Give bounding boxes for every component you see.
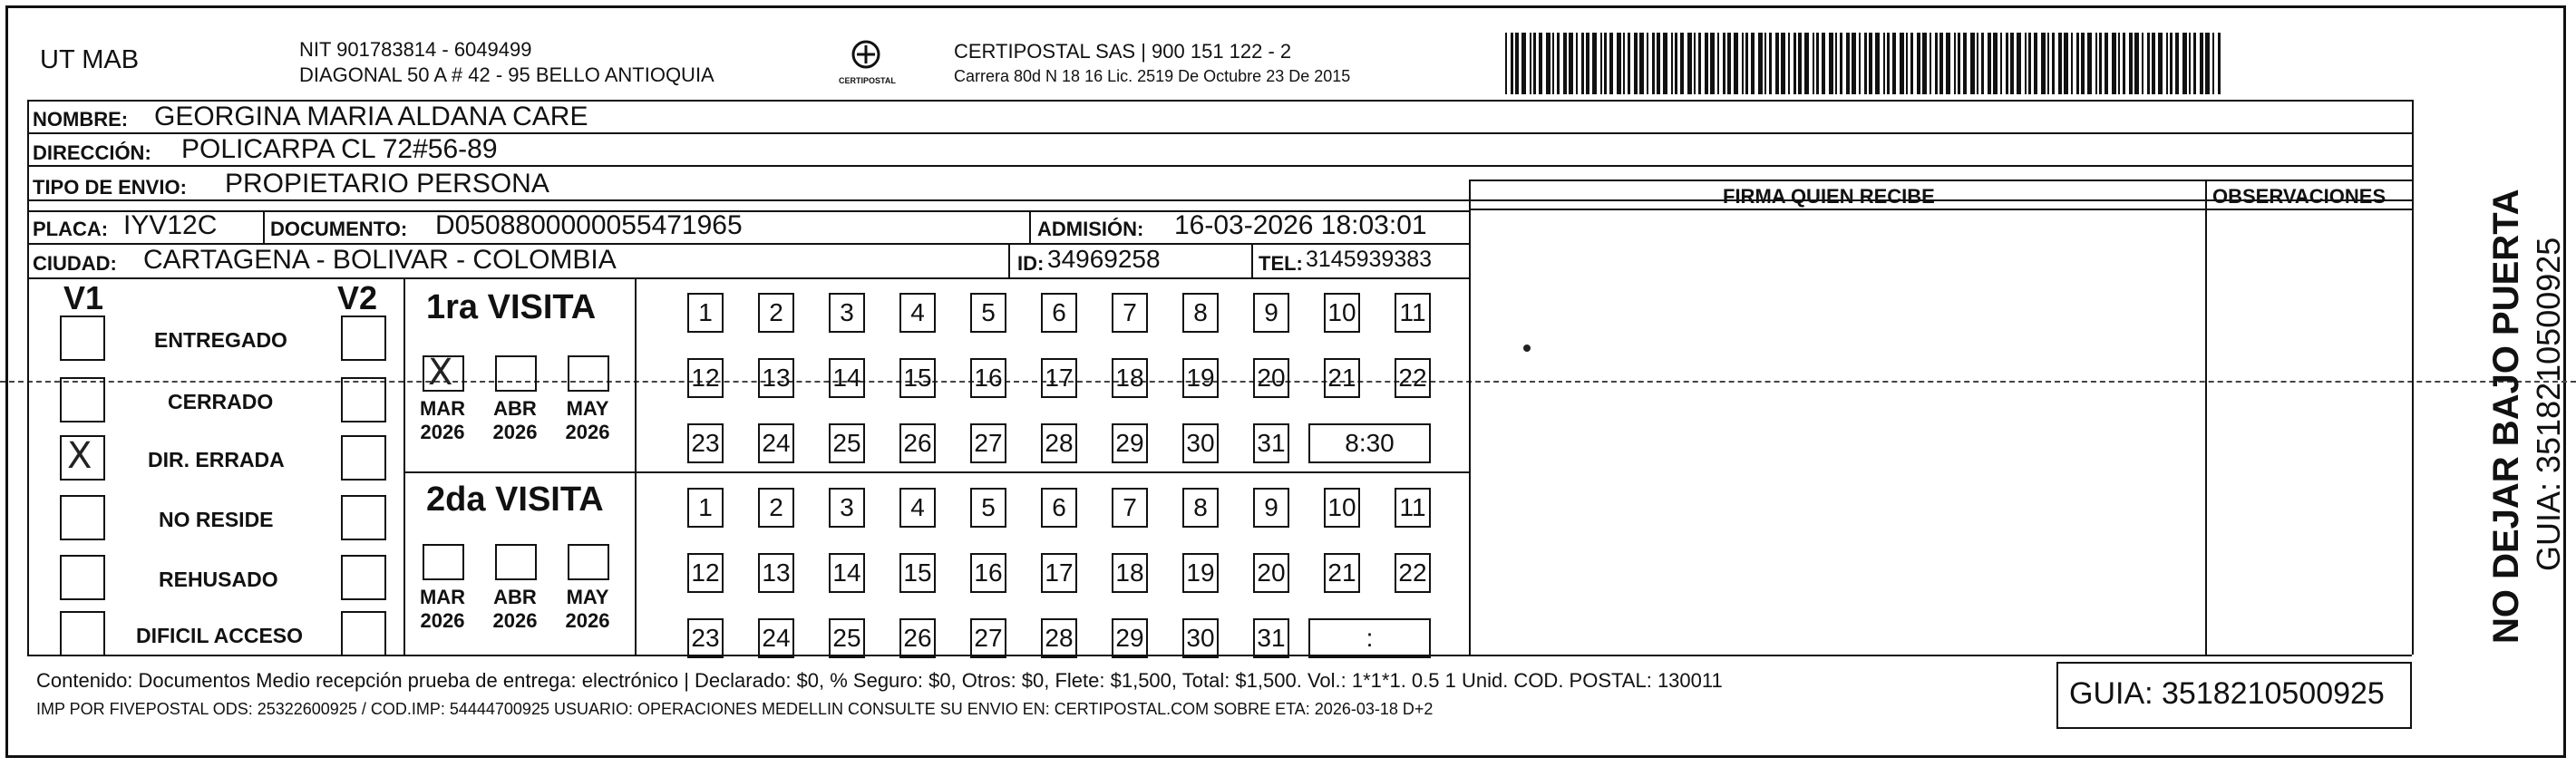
tel-label: TEL: [1259, 252, 1303, 275]
barcode-bar [2218, 33, 2221, 94]
barcode-bar [1906, 33, 1908, 94]
day-cell: 17 [1041, 553, 1077, 593]
barcode-bar [1988, 33, 1991, 94]
barcode-bar [1840, 33, 1842, 94]
barcode-bar [1628, 33, 1630, 94]
day-cell: 18 [1112, 358, 1148, 398]
observaciones-header: OBSERVACIONES [2212, 185, 2386, 208]
tipo-envio-label: TIPO DE ENVIO: [33, 176, 187, 199]
footer-contenido: Contenido: Documentos Medio recepción prueba de entrega: electrónico | Declarado: $0, % Seguro: $0, Otros: $0, Flete: $1,500, Total: $1,500. Vol.: 1*1*1. 0.5 1 Unid. COD. POSTAL: 130011 [36, 669, 1723, 692]
barcode-bar [1758, 33, 1763, 94]
checkbox-mark: X [67, 435, 92, 477]
barcode-bar [1742, 33, 1744, 94]
barcode-bar [2099, 33, 2102, 94]
barcode-bar [2123, 33, 2125, 94]
barcode-bar [2112, 33, 2116, 94]
barcode-bar [1798, 33, 1802, 94]
day-cell: 30 [1182, 423, 1219, 463]
barcode-bar [2147, 33, 2150, 94]
row-line [27, 277, 1469, 279]
column-top-line [1469, 180, 2412, 181]
day-cell: 3 [829, 488, 865, 528]
day-cell: 19 [1182, 358, 1219, 398]
barcode-bar [1600, 33, 1602, 94]
cell-line [1251, 243, 1253, 277]
barcode-bar [1623, 33, 1625, 94]
cell-line [263, 210, 265, 243]
day-cell: 5 [970, 488, 1006, 528]
barcode-bar [2182, 33, 2187, 94]
barcode-bar [2166, 33, 2168, 94]
month-label: MAR [419, 586, 466, 608]
barcode-bar [1745, 33, 1748, 94]
barcode-bar [1727, 33, 1731, 94]
barcode-bar [1751, 33, 1755, 94]
barcode-bar [1586, 33, 1589, 94]
day-cell: 8 [1182, 488, 1219, 528]
barcode-bar [1604, 33, 1607, 94]
company-nit: NIT 901783814 - 6049499 [299, 38, 532, 61]
barcode-bar [1581, 33, 1584, 94]
barcode-bar [1617, 33, 1621, 94]
barcode-bar [2000, 33, 2002, 94]
day-cell: 13 [758, 358, 794, 398]
documento-value: D0508800000055471965 [435, 210, 743, 240]
v1-checkbox [60, 495, 105, 540]
day-cell: 26 [899, 618, 936, 658]
ink-dot [1523, 345, 1531, 352]
barcode-bar [1813, 33, 1814, 94]
barcode-bar [1875, 33, 1880, 94]
no-dejar-bajo-puerta: NO DEJAR BAJO PUERTA [2486, 189, 2526, 644]
barcode-bar [1557, 33, 1560, 94]
barcode-bar [1946, 33, 1950, 94]
barcode-bar [1981, 33, 1984, 94]
barcode-bar [1511, 33, 1513, 94]
status-label: NO RESIDE [159, 508, 274, 531]
row-line [27, 165, 2412, 167]
barcode-bar [1505, 33, 1507, 94]
barcode-bar [1816, 33, 1819, 94]
barcode-bar [1639, 33, 1644, 94]
certipostal-logo [839, 36, 896, 91]
barcode-bar [1675, 33, 1677, 94]
day-cell: 31 [1253, 423, 1289, 463]
day-cell: 13 [758, 553, 794, 593]
barcode-bar [2158, 33, 2163, 94]
barcode-bar [1694, 33, 1696, 94]
courier-name: CERTIPOSTAL SAS | 900 151 122 - 2 [954, 40, 1292, 63]
ciudad-label: CIUDAD: [33, 252, 117, 275]
barcode-bar [1647, 33, 1648, 94]
barcode-bar [2152, 33, 2155, 94]
month-checkbox [423, 544, 464, 580]
day-cell: 15 [899, 358, 936, 398]
barcode-bar [2087, 33, 2092, 94]
visit-mid-line [635, 277, 637, 655]
barcode-bar [1734, 33, 1738, 94]
barcode-bar [1930, 33, 1931, 94]
year-label: 2026 [420, 609, 465, 632]
visit1-title: 1ra VISITA [426, 288, 597, 326]
barcode-bar [1939, 33, 1943, 94]
day-cell: 31 [1253, 618, 1289, 658]
v1-checkbox [60, 555, 105, 600]
day-cell: 29 [1112, 618, 1148, 658]
status-label: DIR. ERRADA [148, 448, 285, 471]
barcode-bar [2025, 33, 2027, 94]
barcode-bar [1859, 33, 1861, 94]
day-cell: 25 [829, 618, 865, 658]
v1-checkbox [60, 377, 105, 422]
barcode-bar [1958, 33, 1960, 94]
cell-line [1029, 210, 1031, 243]
barcode-bar [2076, 33, 2079, 94]
column-line [1469, 180, 1471, 655]
barcode-bar [1892, 33, 1896, 94]
barcode-bar [1781, 33, 1785, 94]
footer-line [27, 655, 2412, 656]
day-cell: 2 [758, 293, 794, 333]
v2-checkbox [341, 555, 386, 600]
barcode-bar [2142, 33, 2143, 94]
barcode-bar [1663, 33, 1667, 94]
barcode-bar [2006, 33, 2008, 94]
barcode-bar [1521, 33, 1526, 94]
barcode-bar [1910, 33, 1913, 94]
barcode-bar [1846, 33, 1850, 94]
barcode-bar [1687, 33, 1692, 94]
tipo-envio-value: PROPIETARIO PERSONA [225, 169, 549, 199]
day-cell: 27 [970, 423, 1006, 463]
barcode-bar [1793, 33, 1796, 94]
day-cell: 1 [687, 293, 724, 333]
barcode-bar [1852, 33, 1856, 94]
column-header-line [1469, 209, 2412, 210]
barcode-bar [1869, 33, 1872, 94]
v2-checkbox [341, 316, 386, 361]
barcode-bar [2129, 33, 2133, 94]
ciudad-value: CARTAGENA - BOLIVAR - COLOMBIA [143, 245, 617, 275]
v2-label: V2 [337, 279, 378, 316]
time-cell: : [1308, 618, 1431, 658]
barcode-bar [1977, 33, 1978, 94]
barcode-bar [1769, 33, 1772, 94]
day-cell: 15 [899, 553, 936, 593]
day-cell: 8 [1182, 293, 1219, 333]
v1-checkbox [60, 316, 105, 361]
day-cell: 22 [1395, 358, 1431, 398]
barcode-bar [1563, 33, 1567, 94]
day-cell: 12 [687, 553, 724, 593]
month-mark: X [428, 352, 453, 393]
barcode-bar [1822, 33, 1825, 94]
barcode-bar [1764, 33, 1766, 94]
day-cell: 12 [687, 358, 724, 398]
barcode-bar [1546, 33, 1550, 94]
barcode-bar [1515, 33, 1519, 94]
v2-checkbox [341, 495, 386, 540]
barcode-bar [2034, 33, 2037, 94]
barcode-bar [2028, 33, 2031, 94]
barcode-bar [2134, 33, 2139, 94]
month-checkbox [495, 544, 537, 580]
barcode-bar [1533, 33, 1536, 94]
month-checkbox [495, 355, 537, 392]
barcode-bar [1657, 33, 1660, 94]
year-label: 2026 [565, 609, 610, 632]
day-cell: 9 [1253, 293, 1289, 333]
day-cell: 14 [829, 553, 865, 593]
month-label: ABR [493, 586, 537, 608]
day-cell: 19 [1182, 553, 1219, 593]
day-cell: 29 [1112, 423, 1148, 463]
day-cell: 30 [1182, 618, 1219, 658]
barcode-bar [1710, 33, 1715, 94]
barcode-bar [2064, 33, 2068, 94]
v2-checkbox [341, 611, 386, 656]
day-cell: 24 [758, 618, 794, 658]
day-cell: 22 [1395, 553, 1431, 593]
v2-checkbox [341, 377, 386, 422]
barcode-bar [2081, 33, 2085, 94]
form-left-edge [27, 100, 29, 655]
month-label: ABR [493, 397, 537, 420]
v2-checkbox [341, 435, 386, 481]
day-cell: 9 [1253, 488, 1289, 528]
day-cell: 23 [687, 423, 724, 463]
barcode-bar [2041, 33, 2046, 94]
month-label: MAY [566, 397, 609, 420]
visit-left-line [403, 277, 405, 655]
day-cell: 2 [758, 488, 794, 528]
barcode-bar [1569, 33, 1573, 94]
status-label: DIFICIL ACCESO [136, 624, 304, 647]
company-name: UT MAB [40, 45, 140, 74]
day-cell: 28 [1041, 618, 1077, 658]
status-label: ENTREGADO [154, 328, 287, 352]
placa-label: PLACA: [33, 218, 109, 240]
month-checkbox [423, 352, 464, 393]
barcode-bar [1609, 33, 1613, 94]
day-cell: 25 [829, 423, 865, 463]
v1-checkbox [60, 435, 105, 481]
barcode-bar [1634, 33, 1638, 94]
day-cell: 4 [899, 488, 936, 528]
id-value: 34969258 [1047, 245, 1161, 273]
tel-value: 3145939383 [1306, 247, 1433, 272]
status-label: REHUSADO [159, 568, 278, 591]
barcode-bar [1935, 33, 1938, 94]
barcode-bar [1723, 33, 1725, 94]
guia-value: GUIA: 3518210500925 [2069, 676, 2385, 711]
barcode-bar [2175, 33, 2179, 94]
barcode-bar [1539, 33, 1542, 94]
barcode-bar [2047, 33, 2049, 94]
barcode-bar [2105, 33, 2108, 94]
nombre-label: NOMBRE: [33, 108, 129, 131]
barcode-bar [1917, 33, 1920, 94]
barcode-bar [2212, 33, 2214, 94]
v1-label: V1 [63, 279, 104, 316]
side-guia: GUIA: 3518210500925 [2530, 237, 2567, 571]
day-cell: 27 [970, 618, 1006, 658]
barcode-bar [2052, 33, 2055, 94]
day-cell: 4 [899, 293, 936, 333]
barcode-bar [1671, 33, 1673, 94]
day-cell: 5 [970, 293, 1006, 333]
day-cell: 23 [687, 618, 724, 658]
barcode-bar [2071, 33, 2073, 94]
barcode-bar [1887, 33, 1890, 94]
barcode-bar [2118, 33, 2120, 94]
day-cell: 24 [758, 423, 794, 463]
barcode-bar [1993, 33, 1998, 94]
barcode-bar [1705, 33, 1708, 94]
direccion-label: DIRECCIÓN: [33, 141, 151, 164]
year-label: 2026 [492, 421, 538, 443]
month-label: MAY [566, 586, 609, 608]
year-label: 2026 [565, 421, 610, 443]
day-cell: 6 [1041, 293, 1077, 333]
barcode-bar [2189, 33, 2191, 94]
direccion-value: POLICARPA CL 72#56-89 [181, 134, 498, 164]
barcode-bar [1864, 33, 1867, 94]
v1-checkbox [60, 611, 105, 656]
day-cell: 26 [899, 423, 936, 463]
barcode-bar [2058, 33, 2062, 94]
day-cell: 20 [1253, 553, 1289, 593]
courier-license: Carrera 80d N 18 16 Lic. 2519 De Octubre 23 De 2015 [954, 67, 1351, 85]
admision-value: 16-03-2026 18:03:01 [1174, 210, 1427, 240]
status-label: CERRADO [168, 390, 274, 413]
visit2-title: 2da VISITA [426, 481, 604, 519]
row-line [27, 199, 2412, 201]
barcode-bar [1775, 33, 1779, 94]
barcode-bar [1804, 33, 1809, 94]
barcode-bar [1717, 33, 1719, 94]
barcode-bar [1970, 33, 1975, 94]
logo-text: CERTIPOSTAL [839, 76, 896, 85]
barcode-bar [1829, 33, 1833, 94]
footer-imp: IMP POR FIVEPOSTAL ODS: 25322600925 / COD.IMP: 54444700925 USUARIO: OPERACIONES MEDELLIN CONSULTE SU ENVIO EN: CERTIPOSTAL.COM SOBRE ETA: 2026-03-18 D+2 [36, 700, 1434, 718]
barcode-bar [2095, 33, 2097, 94]
day-cell: 16 [970, 553, 1006, 593]
month-checkbox [568, 355, 609, 392]
barcode-bar [1680, 33, 1684, 94]
nombre-value: GEORGINA MARIA ALDANA CARE [154, 102, 588, 131]
day-cell: 7 [1112, 488, 1148, 528]
day-cell: 3 [829, 293, 865, 333]
barcode-bar [2170, 33, 2173, 94]
day-cell: 17 [1041, 358, 1077, 398]
month-label: MAR [419, 397, 466, 420]
barcode-bar [1963, 33, 1967, 94]
barcode-bar [1788, 33, 1790, 94]
barcode-bar [1592, 33, 1597, 94]
barcode-bar [1922, 33, 1927, 94]
barcode-bar [2017, 33, 2021, 94]
barcode-bar [1530, 33, 1531, 94]
firma-header: FIRMA QUIEN RECIBE [1723, 185, 1935, 208]
day-cell: 1 [687, 488, 724, 528]
barcode-bar [1883, 33, 1885, 94]
day-cell: 10 [1324, 488, 1360, 528]
day-cell: 16 [970, 358, 1006, 398]
day-cell: 11 [1395, 293, 1431, 333]
cell-line [1008, 243, 1010, 277]
day-cell: 28 [1041, 423, 1077, 463]
day-cell: 21 [1324, 553, 1360, 593]
barcode-bar [2193, 33, 2196, 94]
day-cell: 21 [1324, 358, 1360, 398]
time-cell: 8:30 [1308, 423, 1431, 463]
barcode-bar [1552, 33, 1554, 94]
day-cell: 14 [829, 358, 865, 398]
day-cell: 11 [1395, 488, 1431, 528]
barcode-bar [2010, 33, 2014, 94]
year-label: 2026 [492, 609, 538, 632]
id-label: ID: [1017, 252, 1045, 275]
barcode-bar [2205, 33, 2210, 94]
barcode-icon [1505, 33, 2231, 94]
day-cell: 20 [1253, 358, 1289, 398]
barcode-bar [1835, 33, 1837, 94]
placa-value: IYV12C [123, 210, 218, 240]
form-right-edge [2412, 100, 2414, 655]
barcode-bar [1954, 33, 1956, 94]
visit-divider [403, 471, 1469, 473]
admision-label: ADMISIÓN: [1037, 218, 1144, 240]
barcode-bar [1576, 33, 1578, 94]
barcode-bar [2200, 33, 2203, 94]
year-label: 2026 [420, 421, 465, 443]
barcode-bar [1900, 33, 1904, 94]
day-cell: 18 [1112, 553, 1148, 593]
day-cell: 10 [1324, 293, 1360, 333]
barcode-bar [1652, 33, 1655, 94]
day-cell: 7 [1112, 293, 1148, 333]
documento-label: DOCUMENTO: [270, 218, 408, 240]
company-address: DIAGONAL 50 A # 42 - 95 BELLO ANTIOQUIA [299, 63, 714, 86]
month-checkbox [568, 544, 609, 580]
barcode-bar [1698, 33, 1701, 94]
column-line [2205, 180, 2207, 655]
day-cell: 6 [1041, 488, 1077, 528]
